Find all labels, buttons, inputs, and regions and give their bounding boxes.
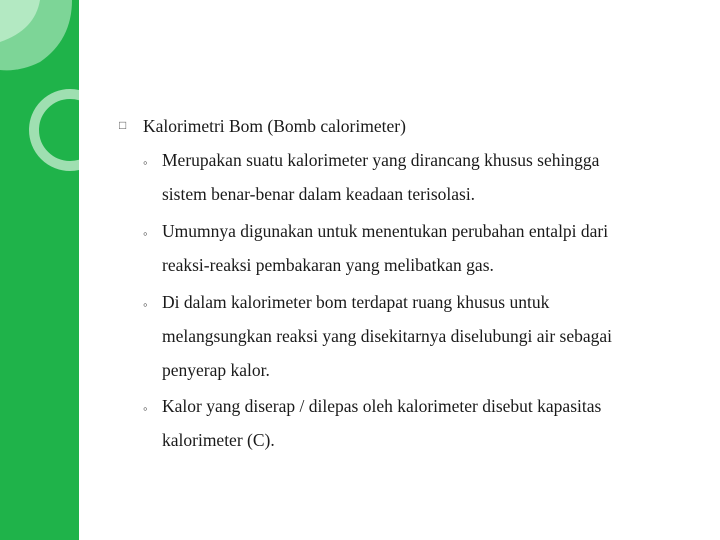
list-item-text: melangsungkan reaksi yang disekitarnya diselubungi air sebagai [162,326,613,346]
list-item-text: Kalor yang diserap / dilepas oleh kalorimeter disebut kapasitas [162,396,602,416]
title-bullet-icon: □ [119,118,127,132]
list-item-text: Merupakan suatu kalorimeter yang dirancang khusus sehingga [162,150,600,170]
list-item-text: Di dalam kalorimeter bom terdapat ruang khusus untuk [162,292,550,312]
circle-bullet-icon: ◦ [143,297,148,312]
circle-bullet-icon: ◦ [143,226,148,241]
list-item-text: penyerap kalor. [162,360,270,380]
slide-title: Kalorimetri Bom (Bomb calorimeter) [143,116,406,136]
list-item-text: sistem benar-benar dalam keadaan terisolasi. [162,184,476,204]
circle-bullet-icon: ◦ [143,401,148,416]
list-item-text: kalorimeter (C). [162,430,275,450]
list-item-text: reaksi-reaksi pembakaran yang melibatkan gas. [162,255,494,275]
circle-bullet-icon: ◦ [143,155,148,170]
list-item-text: Umumnya digunakan untuk menentukan perubahan entalpi dari [162,221,609,241]
